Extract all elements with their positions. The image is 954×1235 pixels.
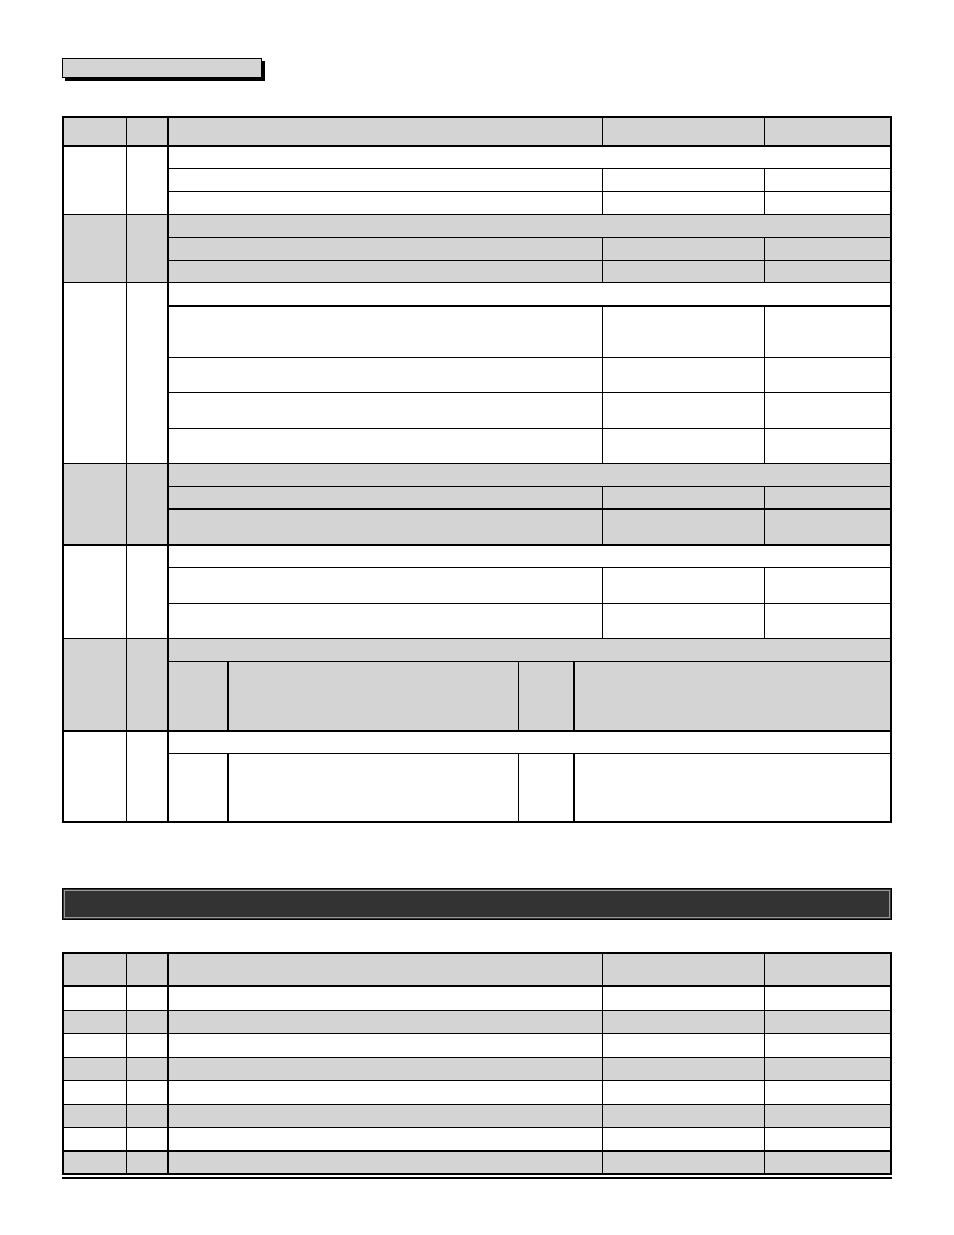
section-label	[62, 58, 262, 78]
section-band-title	[63, 890, 71, 908]
table1-frame	[62, 116, 892, 823]
section-label-text	[63, 60, 71, 78]
footer-rule	[62, 1177, 892, 1179]
section-band	[62, 888, 892, 920]
